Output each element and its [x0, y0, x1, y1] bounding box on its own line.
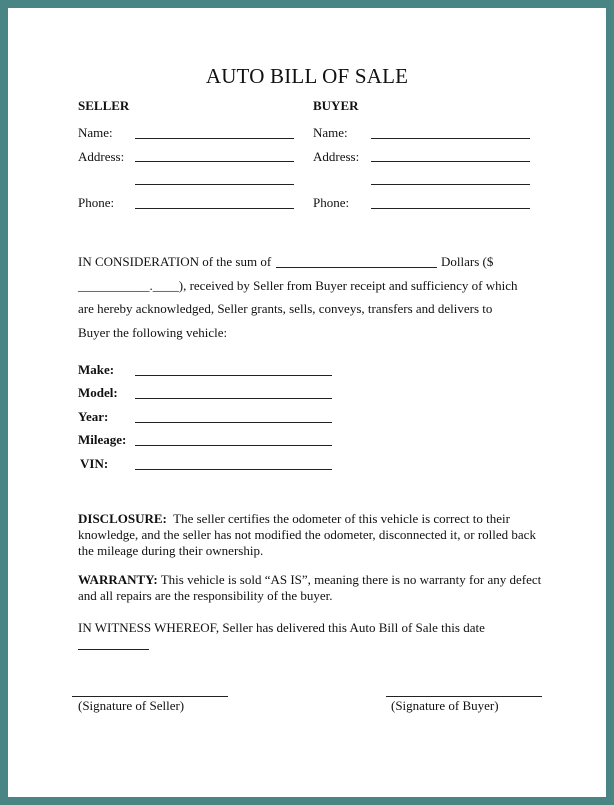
buyer-phone-label: Phone:	[313, 195, 350, 210]
buyer-address-field-2[interactable]	[371, 184, 530, 185]
disclosure-paragraph	[78, 511, 548, 559]
consideration-line-3: are hereby acknowledged, Seller grants, sells, conveys, transfers and delivers to	[78, 301, 493, 316]
consideration-sum-field[interactable]	[276, 267, 437, 268]
seller-heading: SELLER	[78, 98, 130, 113]
seller-address-field-2[interactable]	[135, 184, 294, 185]
witness-date-field[interactable]	[78, 649, 149, 650]
consideration-line-1-end: Dollars ($	[441, 254, 494, 269]
disclosure-text: The seller certifies the odometer of this vehicle is correct to their knowledge, and the seller has not modified the odometer, disconnected it, or rolled back the mileage during their ownership.	[78, 511, 536, 558]
warranty-text: This vehicle is sold “AS IS”, meaning there is no warranty for any defect and all repairs are the responsibility of the buyer.	[78, 572, 542, 603]
vehicle-year-field[interactable]	[135, 422, 332, 423]
vehicle-make-field[interactable]	[135, 375, 332, 376]
buyer-signature-label: (Signature of Buyer)	[391, 698, 499, 713]
seller-signature-line[interactable]	[72, 696, 228, 697]
buyer-address-field[interactable]	[371, 161, 530, 162]
vehicle-model-field[interactable]	[135, 398, 332, 399]
vehicle-vin-field[interactable]	[135, 469, 332, 470]
buyer-address-label: Address:	[313, 149, 360, 164]
buyer-name-label: Name:	[313, 125, 348, 140]
disclosure-heading: DISCLOSURE:	[78, 511, 167, 526]
consideration-line-4: Buyer the following vehicle:	[78, 325, 228, 340]
consideration-line-1-start: IN CONSIDERATION of the sum of	[78, 254, 272, 269]
seller-signature-label: (Signature of Seller)	[78, 698, 185, 713]
consideration-line-2: ___________.____), received by Seller from Buyer receipt and sufficiency of which	[78, 278, 518, 293]
witness-text: IN WITNESS WHEREOF, Seller has delivered this Auto Bill of Sale this date	[78, 620, 485, 635]
warranty-paragraph	[78, 572, 548, 604]
document-page	[8, 8, 606, 797]
vehicle-make-label: Make:	[78, 362, 115, 377]
buyer-signature-line[interactable]	[386, 696, 542, 697]
vehicle-year-label: Year:	[78, 409, 109, 424]
seller-address-label: Address:	[78, 149, 125, 164]
seller-phone-field[interactable]	[135, 208, 294, 209]
seller-name-field[interactable]	[135, 138, 294, 139]
buyer-name-field[interactable]	[371, 138, 530, 139]
buyer-phone-field[interactable]	[371, 208, 530, 209]
buyer-heading: BUYER	[313, 98, 359, 113]
vehicle-mileage-label: Mileage:	[78, 432, 127, 447]
warranty-heading: WARRANTY:	[78, 572, 158, 587]
vehicle-model-label: Model:	[78, 385, 118, 400]
seller-name-label: Name:	[78, 125, 113, 140]
page-title: AUTO BILL OF SALE	[205, 64, 409, 88]
seller-address-field[interactable]	[135, 161, 294, 162]
vehicle-vin-label: VIN:	[80, 456, 109, 471]
vehicle-mileage-field[interactable]	[135, 445, 332, 446]
seller-phone-label: Phone:	[78, 195, 115, 210]
